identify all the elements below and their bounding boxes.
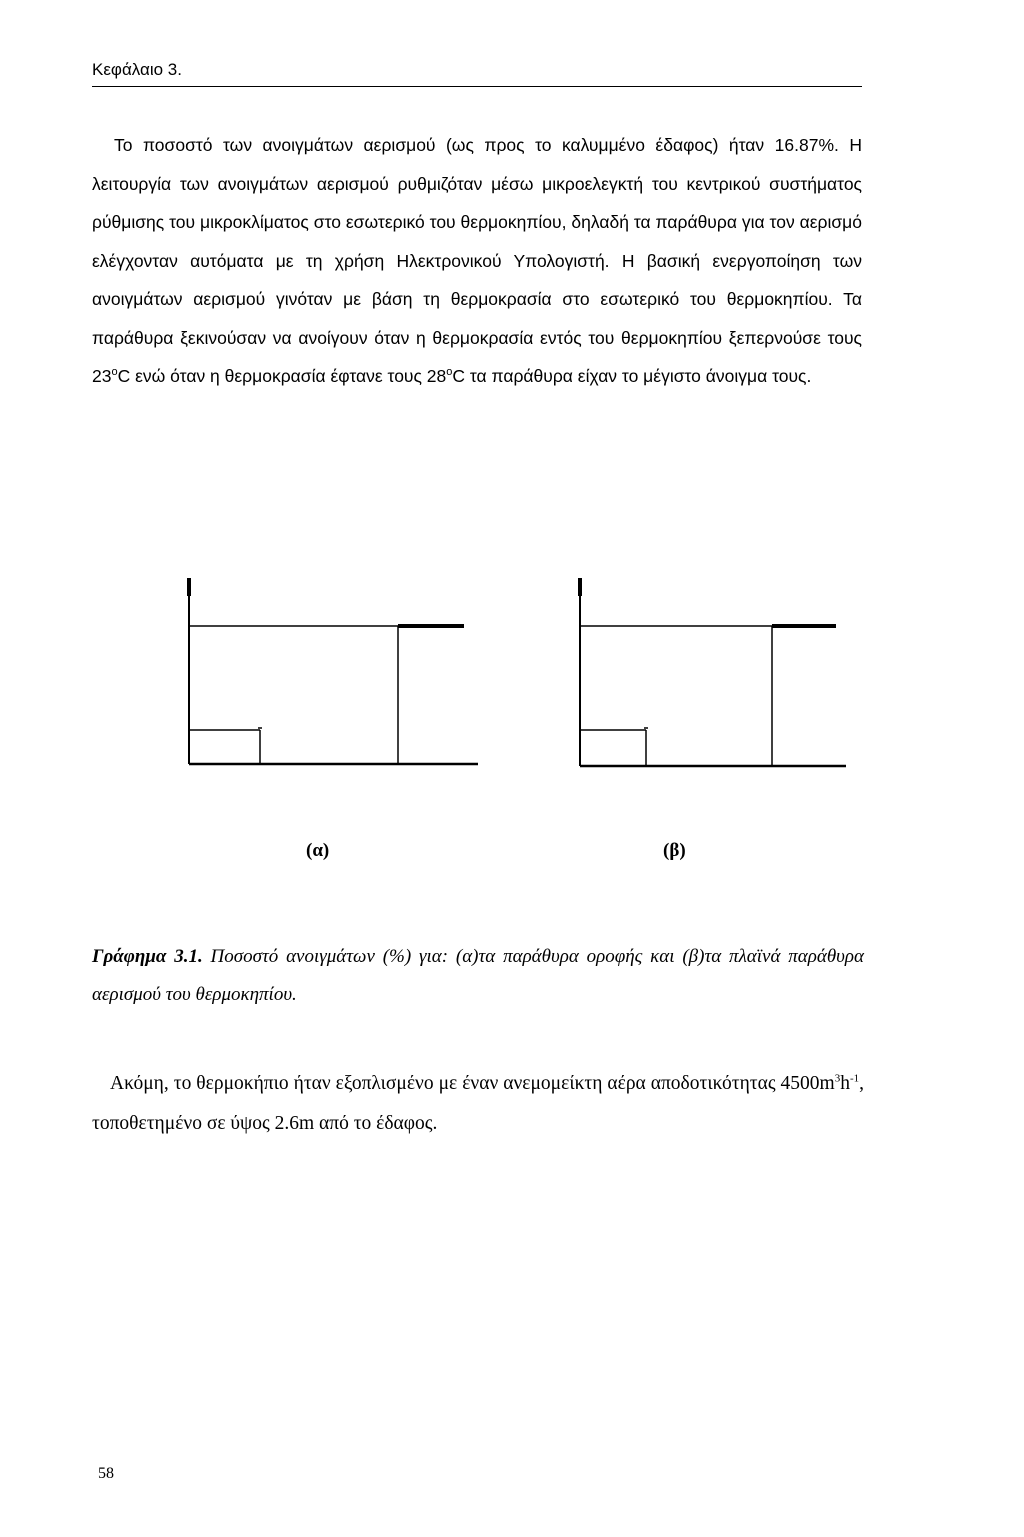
body-paragraph-2 [92,1064,864,1144]
graph-b [580,578,846,766]
inverse-superscript: -1 [849,1072,860,1085]
paragraph-1-text-a: Το ποσοστό των ανοιγμάτων αερισμού (ως προς το καλυμμένο έδαφος) ήταν 16.87%. Η λειτουργία των ανοιγμάτων αερισμού ρυθμιζόταν μέσω μικροελεγκτή του κεντρικού συστήματος ρύθμισης του μικροκλίματος στο εσωτερικό του θερμοκηπίου, δηλαδή τα παράθυρα για τον αερισμό ελέγχονταν αυτόματα με τη χρήση Ηλεκτρονικού Υπολογιστή. Η βασική ενεργοποίηση των ανοιγμάτων αερισμού γινόταν με βάση τη θερμοκρασία στο εσωτερικό του θερμοκηπίου. Τα παράθυρα ξεκινούσαν να ανοίγουν όταν η θερμοκρασία εντός του θερμοκηπίου ξεπερνούσε τους 23 [92,135,862,386]
paragraph-1-text-c: C τα παράθυρα είχαν το μέγιστο άνοιγμα τους. [452,366,812,386]
paragraph-1-text-b: C ενώ όταν η θερμοκρασία έφτανε τους 28 [117,366,447,386]
caption-text: Ποσοστό ανοιγμάτων (%) για: (α)τα παράθυρα οροφής και (β)τα πλαϊνά παράθυρα αερισμού του θερμοκηπίου. [92,946,864,1005]
caption-label: Γράφημα 3.1. [92,946,203,967]
degree-superscript-2: o [446,366,453,379]
cubic-superscript: 3 [834,1072,841,1085]
degree-superscript-1: o [111,366,118,379]
paragraph-2-text-c: , τοποθετημένο σε ύψος 2.6m από το έδαφος. [92,1073,864,1134]
graph-a-label: (α) [306,840,330,861]
paragraph-2-text-a: Ακόμη, το θερμοκήπιο ήταν εξοπλισμένο με έναν ανεμομείκτη αέρα αποδοτικότητας 4500m [110,1073,835,1094]
body-paragraph-1 [92,126,862,396]
paragraph-2-text-b: h [840,1073,850,1094]
figure-caption [92,938,864,1014]
page-number: 58 [98,1465,114,1482]
chapter-header: Κεφάλαιο 3. [92,60,862,87]
graph-a [189,578,478,764]
window-opening-graph [0,570,1024,790]
graph-b-label: (β) [663,840,686,861]
